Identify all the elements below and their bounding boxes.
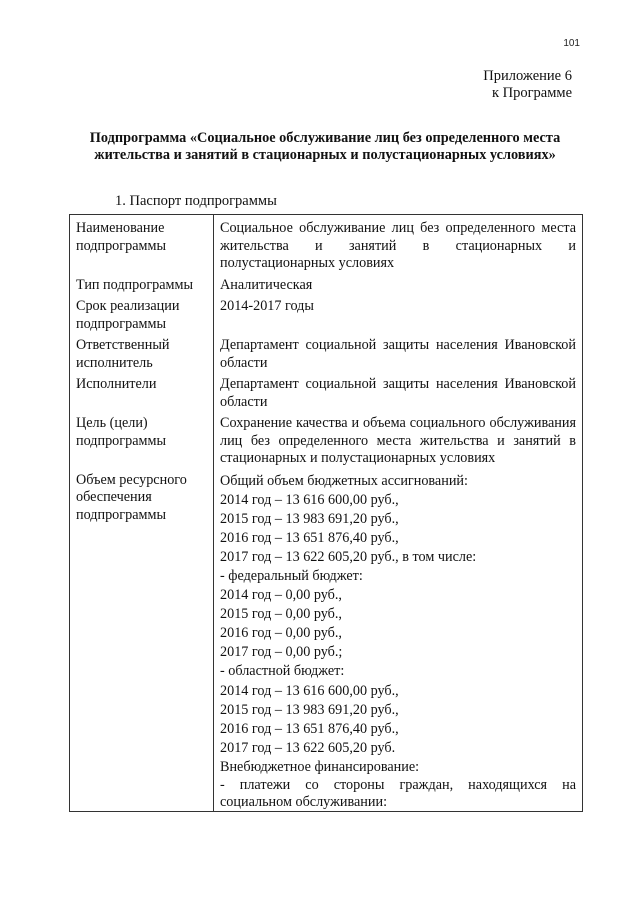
funding-line: Внебюджетное финансирование:	[220, 758, 420, 775]
table-row	[70, 376, 583, 415]
funding-line: 2016 год – 13 651 876,40 руб.,	[220, 720, 399, 737]
funding-line: 2014 год – 13 616 600,00 руб.,	[220, 491, 399, 508]
table-row	[70, 337, 583, 376]
subprogram-title: Подпрограмма «Социальное обслуживание лиц без определенного места жительства и занятий в стационарных и полустационарных условиях»	[89, 130, 561, 163]
table-row	[70, 215, 583, 277]
row-label-executors: Исполнители	[70, 376, 214, 415]
row-value-responsible: Департамент социальной защиты населения Ивановской области	[214, 337, 583, 376]
funding-line: - областной бюджет:	[220, 663, 345, 680]
table-row	[70, 415, 583, 472]
appendix-line-1: Приложение 6	[483, 68, 572, 84]
funding-line: 2015 год – 0,00 руб.,	[220, 606, 342, 623]
row-value-funding	[214, 472, 583, 812]
passport-table	[69, 214, 583, 812]
funding-line: 2015 год – 13 983 691,20 руб.,	[220, 510, 399, 527]
appendix-note	[483, 68, 572, 102]
appendix-line-2: к Программе	[491, 85, 572, 101]
funding-line: 2014 год – 0,00 руб.,	[220, 587, 342, 604]
row-value-name: Социальное обслуживание лиц без определенного места жительства и занятий в стационарных и полустационарных условиях	[214, 215, 583, 277]
table-row	[70, 472, 583, 812]
funding-line: 2015 год – 13 983 691,20 руб.,	[220, 701, 399, 718]
row-label-responsible: Ответственный исполнитель	[70, 337, 214, 376]
funding-line: Общий объем бюджетных ассигнований:	[220, 472, 468, 489]
funding-line: 2016 год – 0,00 руб.,	[220, 625, 342, 642]
table-row	[70, 298, 583, 337]
row-label-type: Тип подпрограммы	[70, 277, 214, 299]
funding-line: 2017 год – 0,00 руб.;	[220, 644, 343, 661]
passport-heading: 1. Паспорт подпрограммы	[115, 193, 277, 209]
funding-line: 2016 год – 13 651 876,40 руб.,	[220, 529, 399, 546]
row-label-funding: Объем ресурсного обеспечения подпрограммы	[70, 472, 214, 812]
funding-line: 2014 год – 13 616 600,00 руб.,	[220, 682, 399, 699]
row-value-period: 2014-2017 годы	[214, 298, 583, 337]
row-label-period: Срок реализации подпрограммы	[70, 298, 214, 337]
row-value-goal: Сохранение качества и объема социального обслуживания лиц без определенного места жительства и занятий в стационарных и полустационарных условиях	[214, 415, 583, 472]
funding-line: 2017 год – 13 622 605,20 руб.	[220, 739, 396, 756]
table-row	[70, 277, 583, 299]
row-value-executors: Департамент социальной защиты населения Ивановской области	[214, 376, 583, 415]
funding-line: 2017 год – 13 622 605,20 руб., в том числе:	[220, 548, 477, 565]
row-label-goal: Цель (цели) подпрограммы	[70, 415, 214, 472]
funding-line: - федеральный бюджет:	[220, 567, 363, 584]
page-number: 101	[563, 38, 580, 49]
row-value-type: Аналитическая	[214, 277, 583, 299]
funding-paragraph: - платежи со стороны граждан, находящихся на социальном обслуживании:	[220, 777, 576, 810]
row-label-name: Наименование подпрограммы	[70, 215, 214, 277]
